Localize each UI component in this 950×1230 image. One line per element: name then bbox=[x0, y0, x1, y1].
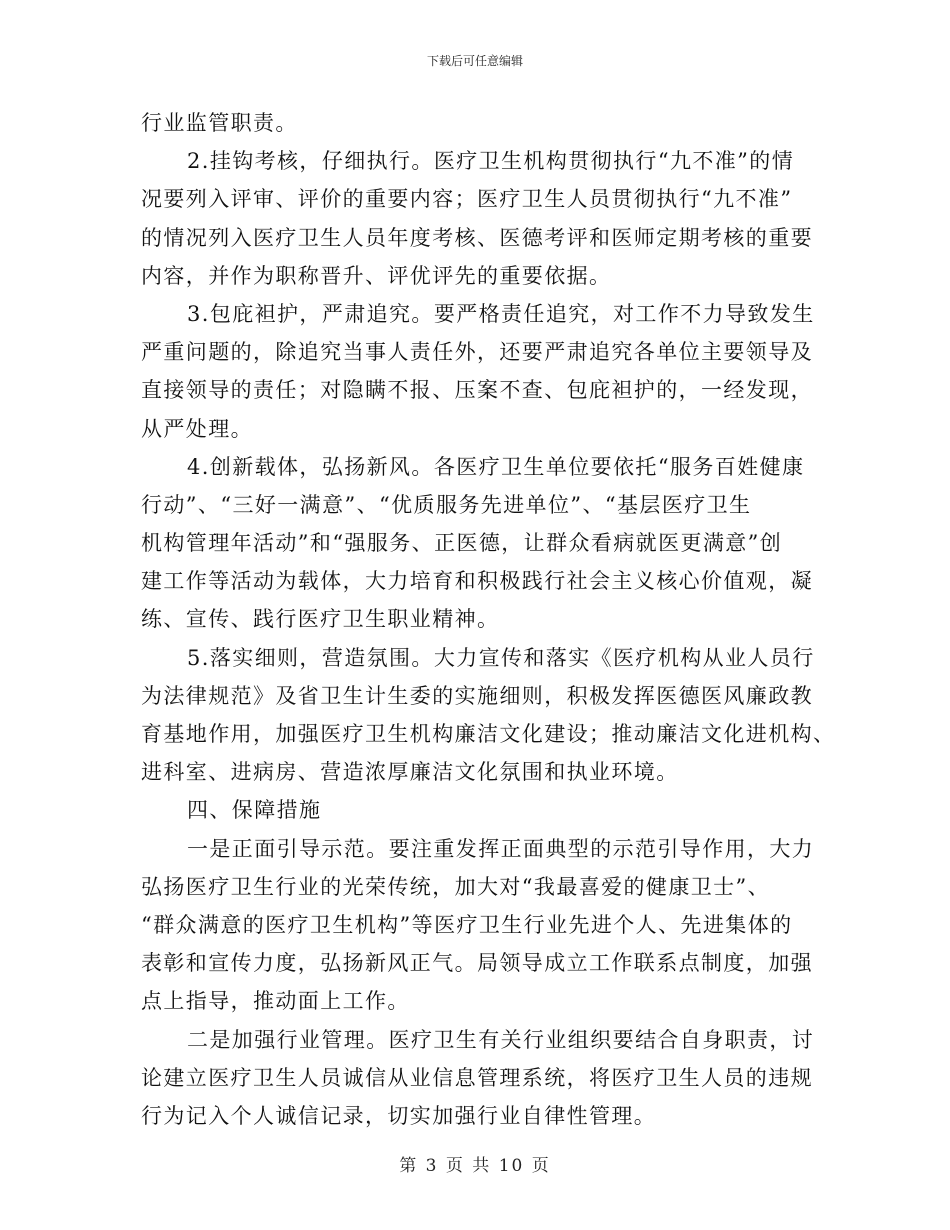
page-footer: 第 3 页 共 10 页 bbox=[399, 1156, 551, 1176]
text-line: 表彰和宣传力度，弘扬新风正气。局领导成立工作联系点制度，加强 bbox=[141, 951, 813, 976]
text-line: 育基地作用，加强医疗卫生机构廉洁文化建设；推动廉洁文化进机构、 bbox=[141, 722, 836, 746]
text-line: 行业监管职责。 bbox=[141, 111, 298, 135]
text-line: 行为记入个人诚信记录，切实加强行业自律性管理。 bbox=[141, 1103, 657, 1128]
text-line: 从严处理。 bbox=[141, 416, 253, 441]
text-line: 进科室、进病房、营造浓厚廉洁文化氛围和执业环境。 bbox=[141, 760, 679, 785]
text-line: 建工作等活动为载体，大力培育和积极践行社会主义核心价值观，凝 bbox=[141, 569, 813, 594]
text-line: “群众满意的医疗卫生机构”等医疗卫生行业先进个人、先进集体的 bbox=[141, 912, 793, 937]
text-line: 直接领导的责任；对隐瞒不报、压案不查、包庇袒护的，一经发现， bbox=[141, 378, 813, 403]
text-line: 况要列入评审、评价的重要内容；医疗卫生人员贯彻执行“九不准” bbox=[141, 187, 793, 212]
text-line: 四、保障措施 bbox=[187, 798, 322, 823]
text-line: 论建立医疗卫生人员诚信从业信息管理系统，将医疗卫生人员的违规 bbox=[141, 1065, 813, 1090]
text-line: 内容，并作为职称晋升、评优评先的重要依据。 bbox=[141, 263, 612, 288]
text-line: 机构管理年活动”和“强服务、正医德，让群众看病就医更满意”创 bbox=[141, 531, 783, 556]
text-line: 为法律规范》及省卫生计生委的实施细则，积极发挥医德医风廉政教 bbox=[141, 683, 813, 708]
text-line: 点上指导，推动面上工作。 bbox=[141, 989, 410, 1014]
text-line: 3.包庇袒护，严肃追究。要严格责任追究，对工作不力导致发生 bbox=[187, 301, 815, 326]
text-line: 弘扬医疗卫生行业的光荣传统，加大对“我最喜爱的健康卫士”、 bbox=[141, 874, 771, 899]
text-line: 行动”、“三好一满意”、“优质服务先进单位”、“基层医疗卫生 bbox=[141, 492, 752, 517]
text-line: 一是正面引导示范。要注重发挥正面典型的示范引导作用，大力 bbox=[187, 836, 815, 861]
page-header: 下载后可任意编辑 bbox=[426, 54, 523, 68]
text-line: 二是加强行业管理。医疗卫生有关行业组织要结合自身职责，讨 bbox=[187, 1027, 815, 1052]
text-line: 练、宣传、践行医疗卫生职业精神。 bbox=[141, 607, 500, 632]
document-body bbox=[141, 104, 836, 1135]
text-line: 2.挂钩考核，仔细执行。医疗卫生机构贯彻执行“九不准”的情 bbox=[187, 149, 795, 174]
text-line: 严重问题的，除追究当事人责任外，还要严肃追究各单位主要领导及 bbox=[141, 340, 813, 365]
text-line: 5.落实细则，营造氛围。大力宣传和落实《医疗机构从业人员行 bbox=[187, 645, 815, 670]
text-line: 4.创新载体，弘扬新风。各医疗卫生单位要依托“服务百姓健康 bbox=[187, 454, 805, 479]
text-line: 的情况列入医疗卫生人员年度考核、医德考评和医师定期考核的重要 bbox=[141, 225, 813, 250]
